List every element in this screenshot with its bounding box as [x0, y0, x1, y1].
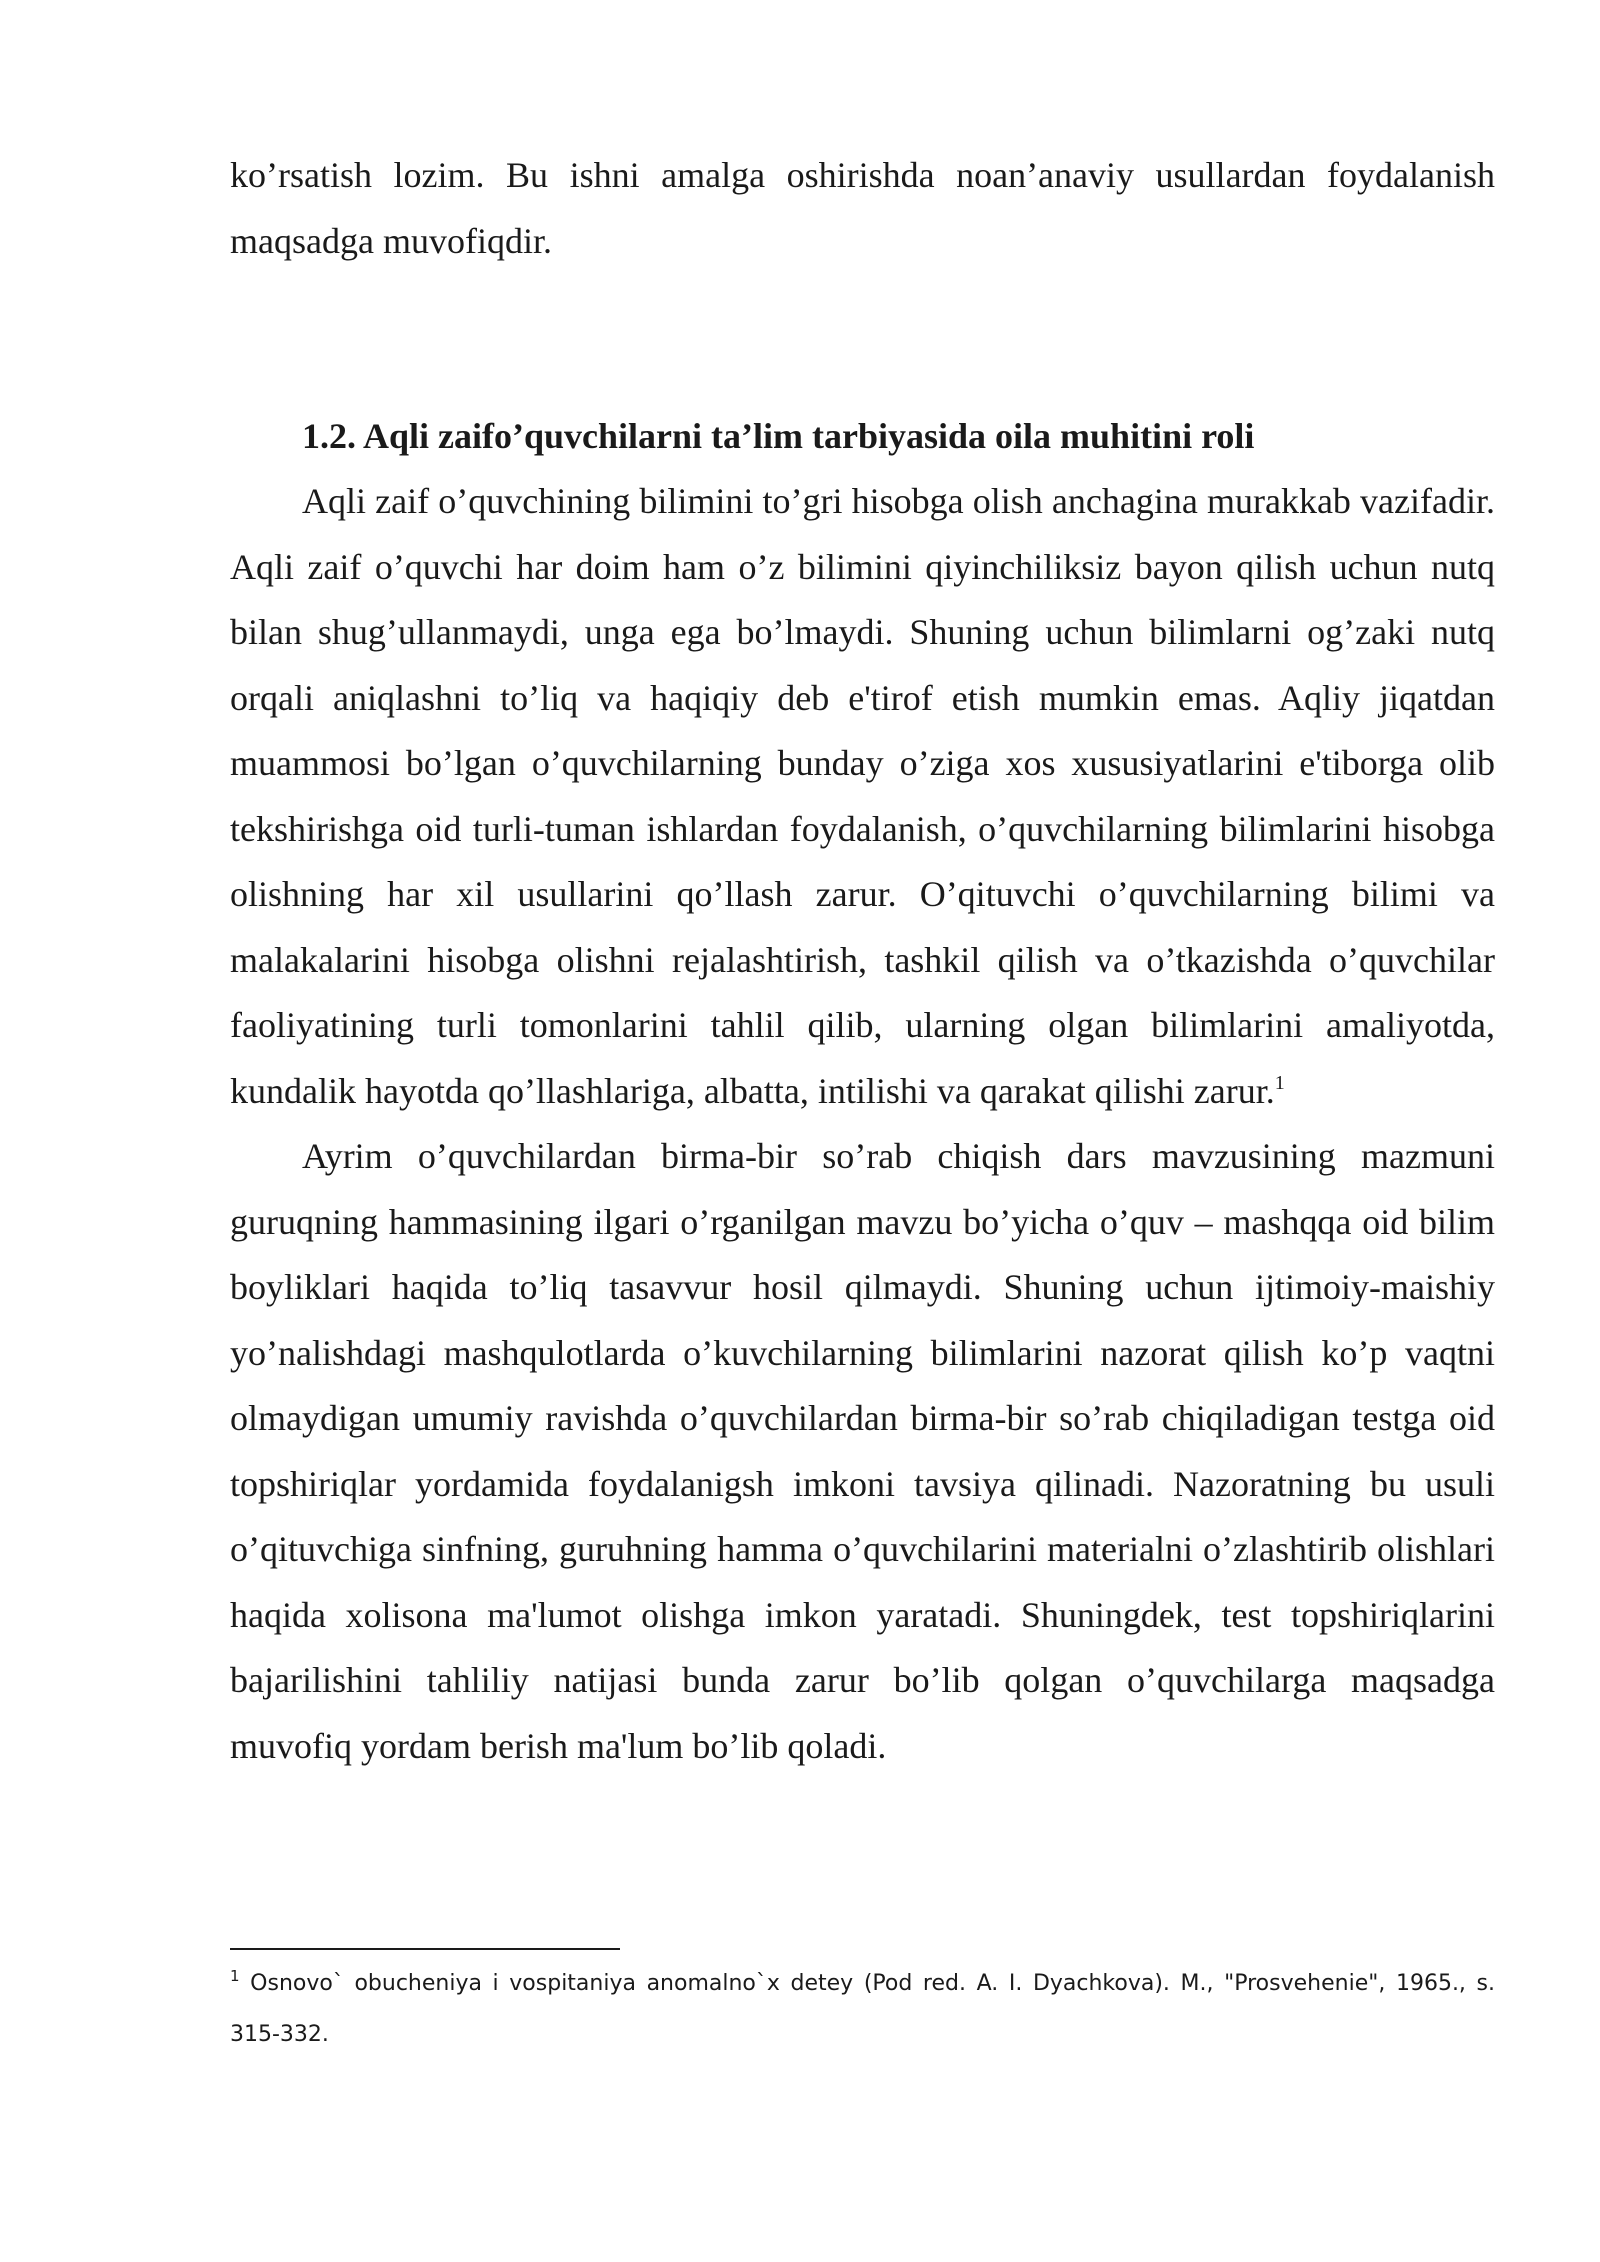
intro-paragraph: ko’rsatish lozim. Bu ishni amalga oshirishda noan’anaviy usullardan foydalanish maqsadga muvofiqdir. [230, 155, 1495, 261]
paragraph-1 [230, 469, 1495, 1124]
footnote-reference: 1 [1274, 1071, 1285, 1094]
footnote-separator [230, 1948, 620, 1950]
footnote [230, 1958, 1495, 2060]
section-heading: 1.2. Aqli zaifo’quvchilarni ta’lim tarbiyasida oila muhitini roli [302, 416, 1255, 456]
paragraph-2: Ayrim o’quvchilardan birma-bir so’rab chiqish dars mavzusining mazmuni guruqning hammasining ilgari o’rganilgan mavzu bo’yicha o’quv – mashqqa oid bilim boyliklari haqida to’liq tasavvur hosil qilmaydi. Shuning uchun ijtimoiy-maishiy yo’nalishdagi mashqulotlarda o’kuvchilarning bilimlarini nazorat qilish ko’p vaqtni olmaydigan umumiy ravishda o’quvchilardan birma-bir so’rab chiqiladigan testga oid topshiriqlar yordamida foydalanigsh imkoni tavsiya qilinadi. Nazoratning bu usuli o’qituvchiga sinfning, guruhning hamma o’quvchilarini materialni o’zlashtirib olishlari haqida xolisona ma'lumot olishga imkon yaratadi. Shuningdek, test topshiriqlarini bajarilishini tahliliy natijasi bunda zarur bo’lib qolgan o’quvchilarga maqsadga muvofiq yordam berish ma'lum bo’lib qoladi. [230, 1136, 1495, 1766]
footnote-number: 1 [230, 1967, 240, 1985]
footnote-text: Osnovo` obucheniya i vospitaniya anomalno`x detey (Pod red. A. I. Dyachkova). M., "Prosvehenie", 1965., s. 315-332. [230, 1971, 1495, 2047]
body-text [230, 469, 1495, 1779]
paragraph-1-text: Aqli zaif o’quvchining bilimini to’gri hisobga olish anchagina murakkab vazifadir. Aqli zaif o’quvchi har doim ham o’z bilimini qiyinchiliksiz bayon qilish uchun nutq bilan shug’ullanmaydi, unga ega bo’lmaydi. Shuning uchun bilimlarni og’zaki nutq orqali aniqlashni to’liq va haqiqiy deb e'tirof etish mumkin emas. Aqliy jiqatdan muammosi bo’lgan o’quvchilarning bunday o’ziga xos xususiyatlarini e'tiborga olib tekshirishga oid turli-tuman ishlardan foydalanish, o’quvchilarning bilimlarini hisobga olishning har xil usullarini qo’llash zarur. O’qituvchi o’quvchilarning bilimi va malakalarini hisobga olishni rejalashtirish, tashkil qilish va o’tkazishda o’quvchilar faoliyatining turli tomonlarini tahlil qilib, ularning olgan bilimlarini amaliyotda, kundalik hayotda qo’llashlariga, albatta, intilishi va qarakat qilishi zarur. [230, 481, 1495, 1111]
